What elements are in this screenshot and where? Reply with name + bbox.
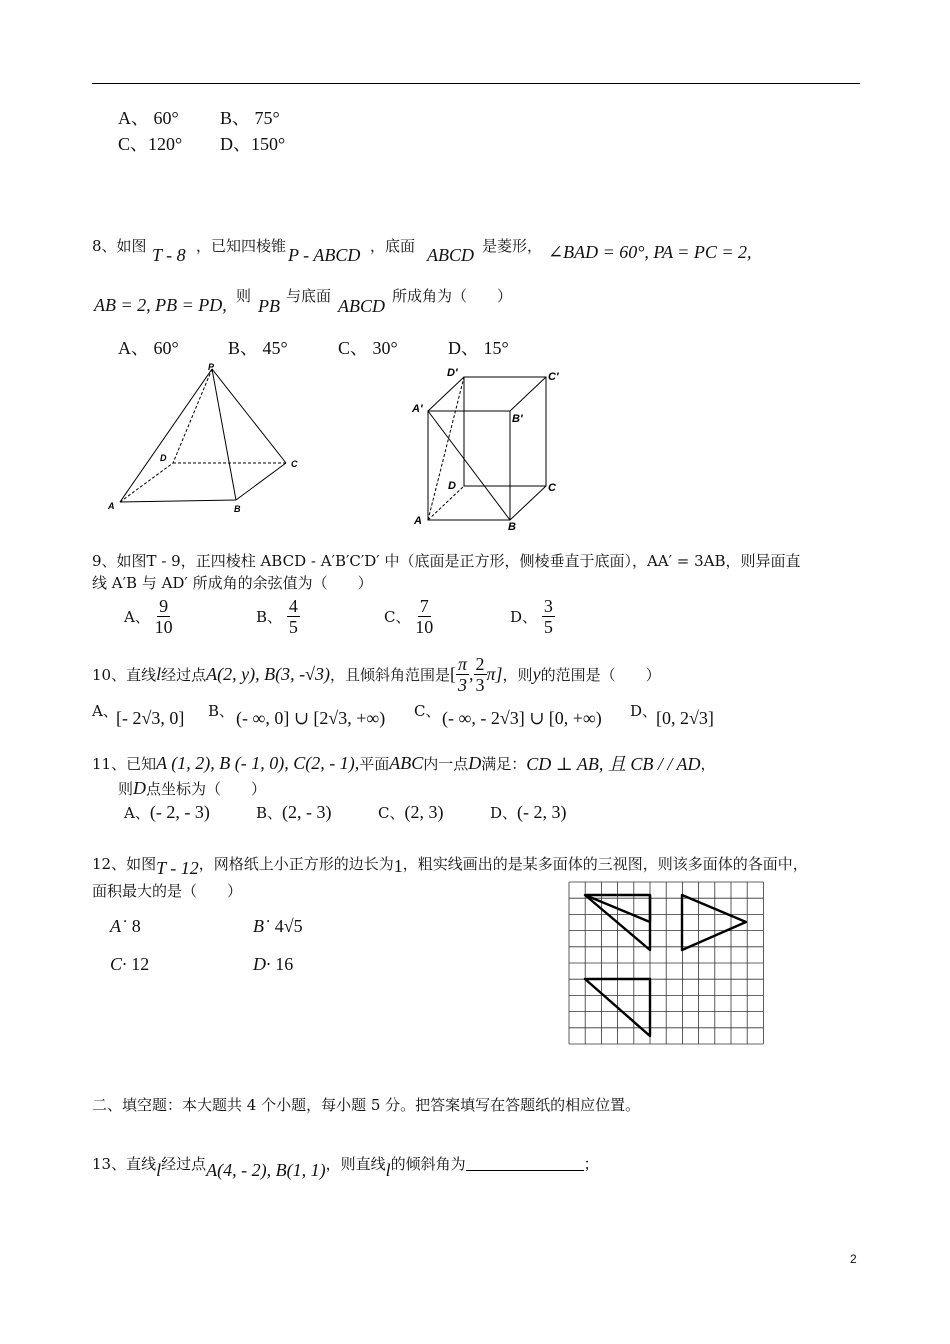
- q8-base-name-2: ABCD: [338, 296, 385, 316]
- q12-text-3: ，粗实线画出的是某多面体的三视图，则该多面体的各面中，: [402, 855, 808, 873]
- q9-option-a: [124, 596, 173, 637]
- q7-option-c: C、120°: [118, 134, 183, 154]
- q11-line-2a: 则: [118, 780, 134, 798]
- q10-range-open: [: [449, 664, 456, 684]
- q9-option-b-num: 4: [288, 596, 298, 616]
- page-number: 2: [850, 1252, 857, 1266]
- q9-option-d: [510, 596, 555, 637]
- q13-text-5: ；: [583, 1155, 599, 1173]
- q10-f2-num: 2: [475, 654, 485, 674]
- q9-option-a-fraction: [155, 596, 173, 637]
- q10-line-l: l: [156, 664, 162, 684]
- q12-option-c-value: 12: [131, 954, 150, 974]
- q11-text-1: 11、已知: [92, 754, 157, 773]
- q13-l2: l: [385, 1160, 391, 1180]
- q7-option-a: A、 60°: [118, 108, 179, 128]
- q11-option-c-value: (2, 3): [404, 802, 444, 822]
- q9-option-d-num: 3: [543, 596, 553, 616]
- q10-line-1: [92, 654, 661, 695]
- q10-points: A(2, y), B(3, -√3): [206, 664, 330, 684]
- q9-option-d-den: 5: [543, 617, 553, 637]
- q12-figure-label: T - 12: [156, 858, 199, 878]
- q8-text-1: 8、如图: [92, 237, 147, 255]
- pyramid-figure: [100, 360, 310, 520]
- q10-text-5: 的范围是（ ）: [540, 666, 661, 684]
- three-view-grid-figure: [566, 879, 766, 1055]
- q11-option-a-value: (- 2, - 3): [149, 802, 210, 822]
- q11-option-b-label: B、: [256, 804, 283, 822]
- q11-line-2b: D: [133, 778, 147, 798]
- q9-option-a-den: 10: [154, 617, 173, 637]
- q8-figure-label: T - 8: [152, 245, 186, 265]
- q12-option-a-label: A˙: [110, 916, 127, 936]
- q11-option-b-value: (2, - 3): [282, 802, 332, 822]
- header-rule: [92, 83, 860, 84]
- q13-l: l: [156, 1160, 162, 1180]
- q11-abc: ABC: [389, 752, 424, 773]
- q13-text-3: ，则直线: [325, 1155, 386, 1173]
- q10-text-4: ，则: [502, 666, 533, 684]
- q10-option-b-label: B、: [208, 702, 235, 720]
- q13-line: [92, 1146, 599, 1181]
- q8-text-4: 是菱形，: [482, 237, 543, 255]
- q9-option-a-label: A、: [124, 608, 150, 626]
- q11-option-d-value: (- 2, 3): [517, 802, 567, 822]
- q9-option-c-num: 7: [419, 596, 429, 616]
- q11-option-d-label: D、: [490, 804, 518, 822]
- prism-label-b1: B′: [512, 413, 523, 425]
- q8-text-3: ，底面: [370, 237, 416, 255]
- side-view: [682, 895, 746, 950]
- prism-label-c1: C′: [548, 371, 559, 383]
- q12-text-2: ，网格纸上小正方形的边长为: [198, 855, 394, 873]
- q11-option-b: [256, 802, 332, 823]
- q8-conditions-2: AB = 2, PB = PD,: [94, 295, 227, 315]
- q7-option-b: B、 75°: [220, 108, 280, 128]
- q10-option-a-label: A、: [92, 702, 118, 720]
- q10-y: y: [532, 664, 541, 684]
- q11-text-3: 内一点: [423, 754, 469, 773]
- q7-option-d: D、150°: [220, 134, 286, 154]
- q8-text-7: 所成角为（ ）: [392, 287, 513, 305]
- prism-label-a: A: [414, 515, 422, 527]
- q10-text-2: 经过点: [161, 666, 207, 684]
- q9-option-c-fraction: [415, 596, 433, 637]
- q9-option-c: [384, 596, 433, 637]
- q10-sep: ,: [469, 664, 474, 684]
- q8-conditions-1: ∠BAD = 60°, PA = PC = 2,: [548, 242, 752, 262]
- section-2-heading: 二、填空题：本大题共 4 个小题，每小题 5 分。把答案填写在答题纸的相应位置。: [92, 1096, 641, 1114]
- q13-answer-blank[interactable]: [466, 1156, 584, 1171]
- q9-option-b-den: 5: [288, 617, 298, 637]
- pyramid-label-b: B: [234, 504, 241, 514]
- q10-f1-den: 3: [458, 675, 467, 695]
- q9-line-1: 9、如图T - 9，正四棱柱 ABCD - A′B′C′D′ 中（底面是正方形，侧棱垂直于底面），AA′ = 3AB，则异面直: [92, 552, 801, 570]
- q12-option-d: [253, 954, 293, 975]
- q13-text-2: 经过点: [161, 1155, 207, 1173]
- prism-label-d1: D′: [447, 367, 458, 379]
- pyramid-label-d: D: [160, 453, 167, 463]
- q10-option-d-label: D、: [630, 702, 658, 720]
- q8-option-b: B、 45°: [228, 338, 288, 358]
- q11-text-2: 平面: [359, 754, 390, 773]
- q8-pb: PB: [258, 296, 280, 316]
- q9-option-b-label: B、: [256, 608, 283, 626]
- q12-option-a-value: 8: [131, 916, 141, 936]
- q12-text-1: 12、如图: [92, 855, 157, 873]
- q11-condition: CD ⊥ AB, 且 CB / / AD: [526, 754, 701, 774]
- q11-points: A (1, 2), B (- 1, 0), C(2, - 1),: [156, 752, 360, 773]
- q9-option-b: [256, 596, 300, 637]
- q10-text-3: ，且倾斜角范围是: [329, 666, 450, 684]
- q13-text-1: 13、直线: [92, 1155, 157, 1173]
- q12-one: 1: [393, 856, 403, 876]
- q9-option-b-fraction: [287, 596, 300, 637]
- q9-option-c-label: C、: [384, 608, 411, 626]
- q12-option-d-label: D·: [253, 954, 271, 974]
- q10-text-1: 10、直线: [92, 666, 157, 684]
- q12-option-b: [253, 916, 303, 937]
- q12-option-c: [110, 954, 149, 975]
- q12-option-c-label: C·: [110, 954, 127, 974]
- q8-base-name: ABCD: [427, 245, 474, 265]
- q11-option-c-label: C、: [378, 804, 405, 822]
- q11-option-c: [378, 802, 443, 823]
- q11-text-4: 满足：: [481, 754, 527, 773]
- q8-pyramid-name: P - ABCD: [288, 245, 361, 265]
- q9-option-a-num: 9: [159, 596, 169, 616]
- q11-line-1: [92, 750, 716, 776]
- q11-option-a-label: A、: [124, 804, 150, 822]
- q10-f1-num: π: [457, 654, 468, 674]
- q10-option-d-value: [0, 2√3]: [656, 708, 714, 728]
- q8-text-6: 与底面: [286, 287, 332, 305]
- q8-option-c: C、 30°: [338, 338, 398, 358]
- q12-option-a: [110, 916, 141, 937]
- q8-text-2: ，已知四棱锥: [196, 237, 287, 255]
- prism-label-a1: A′: [412, 403, 423, 415]
- q9-option-d-fraction: [542, 596, 555, 637]
- q12-line-1: [92, 848, 808, 879]
- q11-line-2: [118, 778, 266, 799]
- q8-text-5: 则: [236, 287, 252, 305]
- q11-line-2c: 点坐标为（ ）: [146, 780, 267, 798]
- q10-f2-den: 3: [475, 675, 485, 695]
- q10-range-close: π]: [486, 664, 503, 684]
- q8-option-a: A、 60°: [118, 338, 179, 358]
- q12-option-b-label: B˙: [253, 916, 270, 936]
- q10-fraction-1: [456, 654, 469, 695]
- q8-option-d: D、 15°: [448, 338, 509, 358]
- q12-option-b-value: 4√5: [274, 916, 303, 936]
- q9-line-2: 线 A′B 与 AD′ 所成角的余弦值为（ ）: [92, 574, 373, 592]
- q11-option-a: [124, 802, 210, 823]
- q11-d: D: [468, 752, 482, 773]
- q13-text-4: 的倾斜角为: [390, 1155, 466, 1173]
- pyramid-label-a: A: [108, 501, 115, 511]
- q11-text-5: ，: [700, 754, 716, 773]
- q13-points: A(4, - 2), B(1, 1): [206, 1160, 326, 1180]
- q9-option-c-den: 10: [415, 617, 434, 637]
- prism-label-d: D: [448, 480, 456, 492]
- q10-option-a-value: [- 2√3, 0]: [116, 708, 185, 728]
- prism-label-c: C: [548, 482, 556, 494]
- q10-option-c-value: (- ∞, - 2√3] ∪ [0, +∞): [442, 708, 602, 728]
- q10-option-b-value: (- ∞, 0] ∪ [2√3, +∞): [236, 708, 386, 728]
- q12-line-2: 面积最大的是（ ）: [92, 882, 243, 900]
- q11-option-d: [490, 802, 567, 823]
- prism-figure: [405, 360, 580, 535]
- q10-option-c-label: C、: [414, 702, 441, 720]
- q12-option-d-value: 16: [275, 954, 294, 974]
- prism-label-b: B: [508, 521, 516, 533]
- q9-option-d-label: D、: [510, 608, 538, 626]
- pyramid-label-p: P: [208, 362, 215, 372]
- q10-fraction-2: [474, 654, 487, 695]
- pyramid-label-c: C: [291, 459, 298, 469]
